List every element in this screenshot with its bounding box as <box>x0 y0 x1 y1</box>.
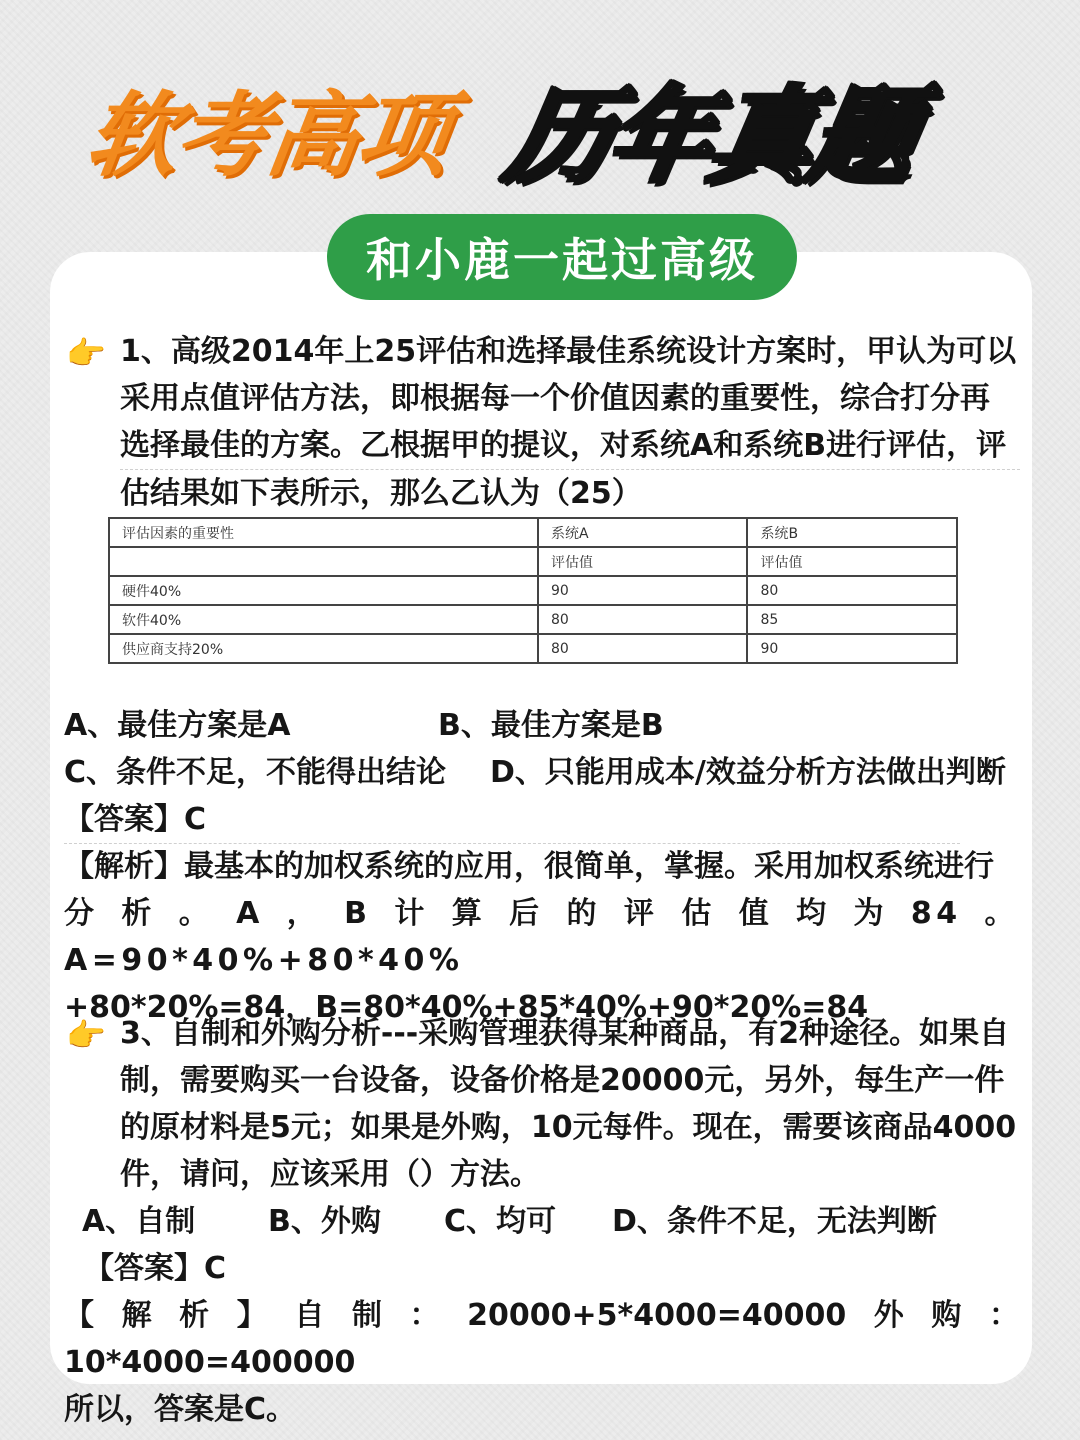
question-1-option-d: D、只能用成本/效益分析方法做出判断 <box>490 755 1006 790</box>
question-1-stem-line: 采用点值评估方法，即根据每一个价值因素的重要性，综合打分再 <box>120 381 990 416</box>
question-1-option-b: B、最佳方案是B <box>438 708 664 743</box>
question-3-option-a: A、自制 <box>82 1204 196 1239</box>
table-cell: 评估因素的重要性 <box>109 518 538 547</box>
explanation-line: 【解析】最基本的加权系统的应用，很简单，掌握。采用加权系统进行 <box>64 849 994 884</box>
question-3-answer: 【答案】C <box>84 1251 227 1286</box>
evaluation-table <box>108 517 958 664</box>
table-row <box>109 518 957 547</box>
title-outline-text: 历年真题 <box>497 75 924 197</box>
question-1-answer: 【答案】C <box>64 796 960 844</box>
table-cell: 80 <box>747 576 957 605</box>
table-cell: 系统B <box>747 518 957 547</box>
table-row <box>109 547 957 576</box>
table-cell: 硬件40% <box>109 576 538 605</box>
page-title <box>79 52 1020 197</box>
question-3-stem-line: 3、自制和外购分析---采购管理获得某种商品，有2种途径。如果自 <box>120 1016 1010 1051</box>
pointing-hand-icon: 👉 <box>66 1016 106 1054</box>
table-cell: 软件40% <box>109 605 538 634</box>
table-cell: 系统A <box>538 518 748 547</box>
question-1-stem-line: 选择最佳的方案。乙根据甲的提议，对系统A和系统B进行评估，评 <box>120 422 1020 470</box>
table-cell: 80 <box>538 605 748 634</box>
question-1-stem-line: 估结果如下表所示，那么乙认为（25） <box>120 476 642 511</box>
question-1-stem-line: 1、高级2014年上25评估和选择最佳系统设计方案时，甲认为可以 <box>120 334 1017 369</box>
table-cell: 90 <box>538 576 748 605</box>
table-cell: 90 <box>747 634 957 663</box>
question-1-option-c: C、条件不足，不能得出结论 <box>64 755 447 790</box>
table-row <box>109 576 957 605</box>
question-1-explanation <box>64 843 1019 1031</box>
explanation-line: 分析。A，B计算后的评估值均为84。A=90*40%+80*40% <box>64 896 1019 978</box>
table-row <box>109 605 957 634</box>
question-3-stem-line: 制，需要购买一台设备，设备价格是20000元，另外，每生产一件 <box>120 1063 1005 1098</box>
pointing-hand-icon: 👉 <box>66 334 106 372</box>
question-1-stem <box>120 328 1020 517</box>
table-cell: 评估值 <box>747 547 957 576</box>
title-highlight-text: 软考高项 <box>79 82 455 189</box>
table-cell: 80 <box>538 634 748 663</box>
explanation-line: 所以，答案是C。 <box>64 1392 297 1427</box>
subtitle-badge: 和小鹿一起过高级 <box>327 214 797 300</box>
question-3-option-d: D、条件不足，无法判断 <box>612 1204 937 1239</box>
explanation-line: +80*20%=84，B=80*40%+85*40%+90*20%=84 <box>64 990 869 1025</box>
table-row <box>109 634 957 663</box>
question-3-stem-line: 件，请问，应该采用（）方法。 <box>120 1157 540 1192</box>
table-cell: 85 <box>747 605 957 634</box>
table-cell: 供应商支持20% <box>109 634 538 663</box>
question-3-stem-line: 的原材料是5元；如果是外购，10元每件。现在，需要该商品4000 <box>120 1110 1017 1145</box>
table-cell: 评估值 <box>538 547 748 576</box>
question-1-option-a: A、最佳方案是A <box>64 708 291 743</box>
question-3-option-b: B、外购 <box>268 1204 381 1239</box>
question-3-stem <box>120 1010 1020 1198</box>
question-3-option-c: C、均可 <box>444 1204 557 1239</box>
question-3-explanation <box>64 1292 1019 1433</box>
explanation-line: 【解析】自制：20000+5*4000=40000外购：10*4000=400000 <box>64 1298 1019 1380</box>
table-cell <box>109 547 538 576</box>
